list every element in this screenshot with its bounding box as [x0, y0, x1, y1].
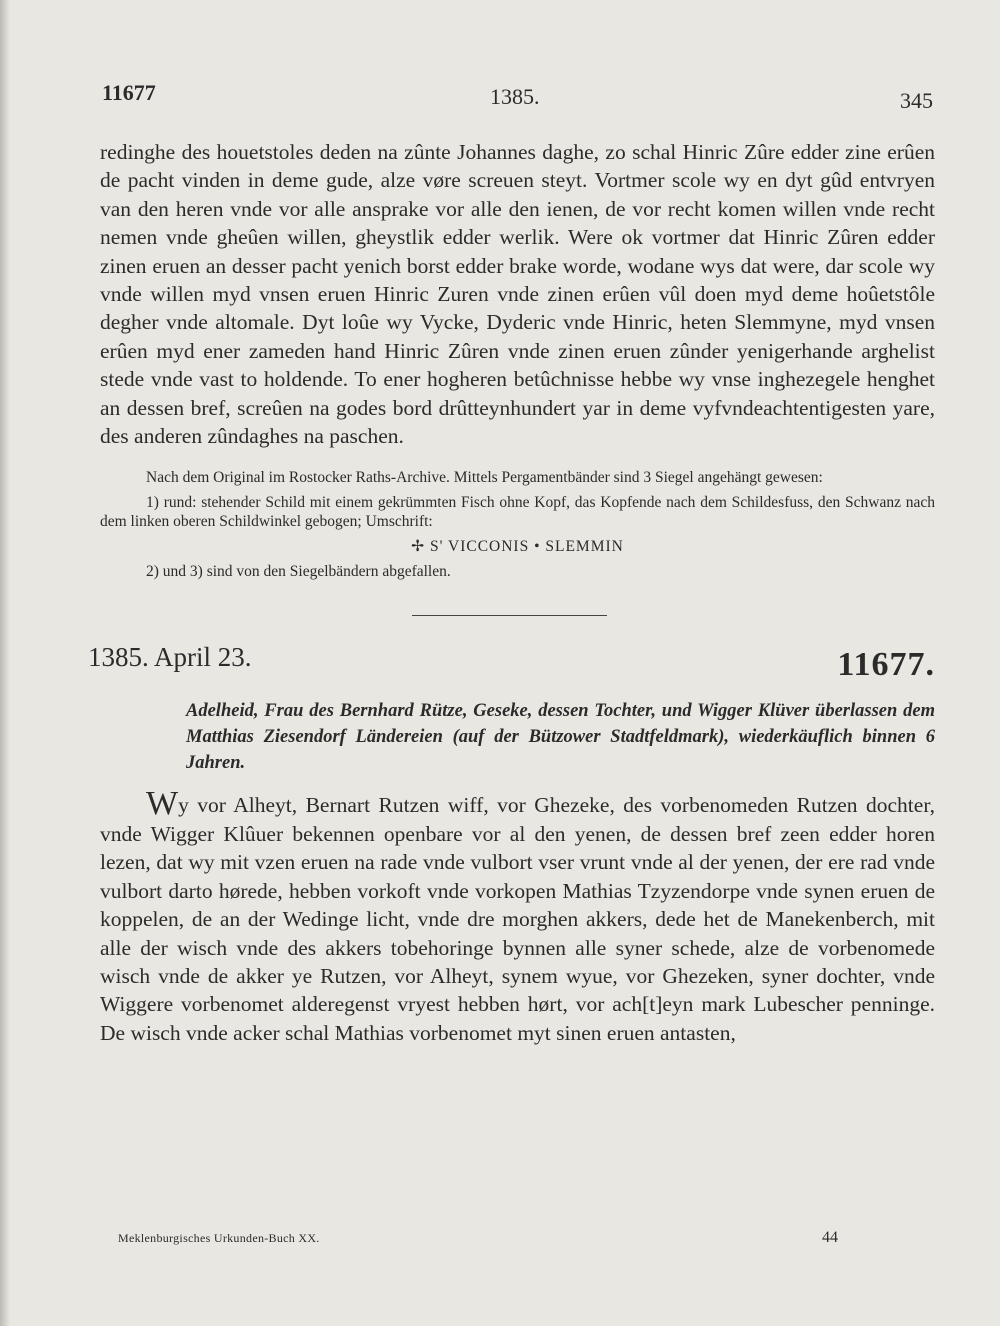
editorial-notes — [100, 468, 935, 581]
seal-legend: ✢ S' VICCONIS • SLEMMIN — [411, 538, 624, 556]
continued-paragraph: redinghe des houetstoles deden na zûnte Johannes daghe, zo schal Hinric Zûre edder zine erûen de pacht vinden in deme gude, alze vøre screuen steyt. Vortmer scole wy en dyt gûd entvryen van den heren vnde vor alle ansprake vor alle den ienen, de vor recht komen willen vnde recht nemen vnde gheûen willen, gheystlik edder werlik. Were ok vortmer dat Hinric Zûren edder zinen eruen an desser pacht yenich borst edder brake worde, wodane wys dat were, dar scole wy vnde willen myd vnsen eruen Hinric Zuren vnde zinen erûen vûl doen myd deme hoûetstôle degher vnde altomale. Dyt loûe wy Vycke, Dyderic vnde Hinric, heten Slemmyne, myd vnsen erûen myd ener zameden hand Hinric Zûren vnde zinen eruen zûnder yenigerhande arghelist stede vnde vast to holdende. To ener hogheren betûchnisse hebbe wy vnse inghezegele henghet an dessen bref, screûen na godes bord drûtteynhundert yar in deme vyfvndeachtentigesten yare, des anderen zûndaghes na paschen. — [100, 140, 935, 449]
page-number: 345 — [900, 88, 933, 113]
document-page — [88, 80, 935, 1047]
note-source: Nach dem Original im Rostocker Raths-Archive. Mittels Pergamentbänder sind 3 Siegel angehängt gewesen: — [146, 469, 823, 487]
running-head — [100, 80, 935, 120]
entry-document-text — [100, 785, 935, 1047]
initial-letter: W — [146, 785, 179, 823]
footer-source: Meklenburgisches Urkunden-Buch XX. — [118, 1231, 320, 1245]
entry-date: 1385. April 23. — [88, 642, 252, 673]
note-seal-1: 1) rund: stehender Schild mit einem gekrümmten Fisch ohne Kopf, das Kopfende nach dem Schildesfuss, den Schwanz nach dem linken oberen Schildwinkel gebogen; Umschrift: — [100, 494, 935, 531]
section-divider — [412, 615, 607, 616]
continued-document-text — [100, 138, 935, 450]
entry-summary: Adelheid, Frau des Bernhard Rütze, Geseke, dessen Tochter, und Wigger Klüver überlassen dem Matthias Ziesendorf Ländereien (auf der Bützower Stadtfeldmark), wiederkäuflich binnen 6 Jahren. — [186, 701, 935, 774]
note-seal-2-3: 2) und 3) sind von den Siegelbändern abgefallen. — [146, 563, 451, 581]
entry-heading — [88, 642, 935, 688]
running-head-document-number: 11677 — [102, 80, 156, 105]
page-footer — [118, 1229, 838, 1259]
page-left-edge — [0, 0, 10, 1326]
entry-number: 11677. — [837, 646, 935, 684]
footer-signature: 44 — [822, 1229, 838, 1246]
entry-paragraph — [100, 785, 935, 1047]
entry-text: y vor Alheyt, Bernart Rutzen wiff, vor Ghezeke, des vorbenomeden Rutzen dochter, vnde Wigger Klûuer bekennen openbare vor al den yenen, de dessen bref zeen edder horen lezen, dat wy mit vzen eruen na rade vnde vulbort vser vrunt vnde al der yenen, der ere rad vnde vulbort darto hørede, hebben vorkoft vnde vorkopen Mathias Tzyzendorpe vnde synen eruen de koppelen, de an der Wedinge licht, vnde dre morghen akkers, dede het de Manekenberch, mit alle der wisch vnde des akkers tobehoringe bynnen alle syner schede, alze de vorbenomede wisch vnde de akker ye Rutzen, vor Alheyt, synem wyue, vor Ghezeken, syner dochter, vnde Wiggere vorbenomet alderegenst vryest hebben hørt, vor ach[t]eyn mark Lubescher penninge. De wisch vnde acker schal Mathias vorbenomet myt sinen eruen antasten, — [100, 793, 935, 1045]
running-head-year: 1385. — [490, 84, 540, 109]
